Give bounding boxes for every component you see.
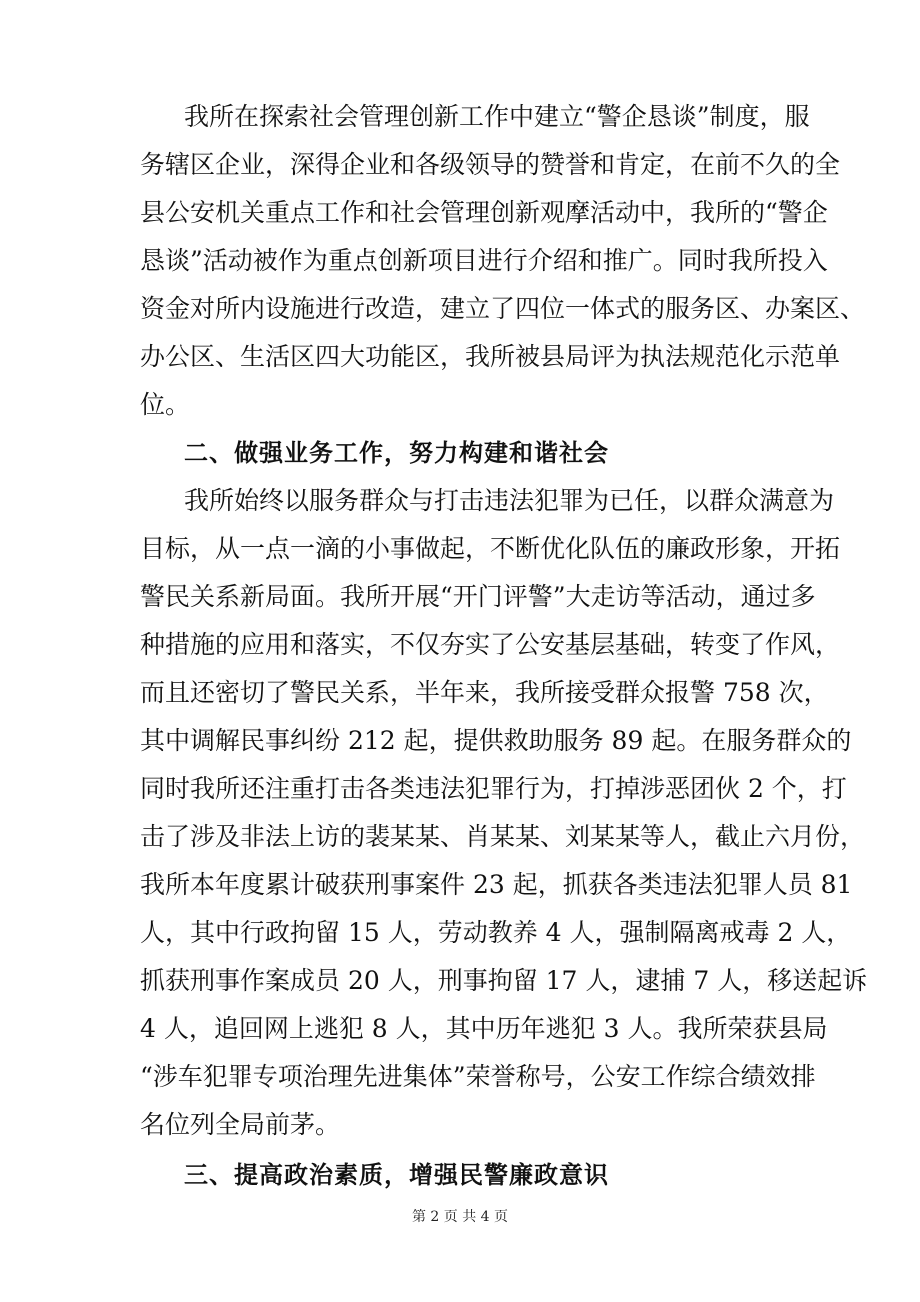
paragraph-line: 抓获刑事作案成员 20 人，刑事拘留 17 人，逮捕 7 人，移送起诉 [140,966,868,995]
paragraph-line: 种措施的应用和落实，不仅夯实了公安基层基础，转变了作风， [140,630,841,659]
paragraph-line: 位。 [140,390,191,419]
paragraph-line: 我所在探索社会管理创新工作中建立“警企恳谈”制度，服 [184,102,810,131]
paragraph-line: 目标，从一点一滴的小事做起，不断优化队伍的廉政形象，开拓 [140,534,841,563]
section-heading: 二、做强业务工作，努力构建和谐社会 [184,439,609,467]
paragraph-line: 而且还密切了警民关系，半年来，我所接受群众报警 758 次， [140,678,829,707]
paragraph-line: “涉车犯罪专项治理先进集体”荣誉称号，公安工作综合绩效排 [140,1062,816,1091]
section-heading: 三、提高政治素质，增强民警廉政意识 [184,1161,609,1189]
paragraph-line: 其中调解民事纠纷 212 起，提供救助服务 89 起。在服务群众的 [140,726,852,755]
page-number-footer: 第 2 页 共 4 页 [411,1209,509,1225]
paragraph-line: 名位列全局前茅。 [140,1110,341,1139]
paragraph-line: 务辖区企业，深得企业和各级领导的赞誉和肯定，在前不久的全 [140,150,841,179]
paragraph-line: 警民关系新局面。我所开展“开门评警”大走访等活动，通过多 [140,582,816,611]
paragraph-line: 击了涉及非法上访的裴某某、肖某某、刘某某等人，截止六月份， [140,822,866,851]
paragraph-line: 同时我所还注重打击各类违法犯罪行为，打掉涉恶团伙 2 个，打 [140,774,847,803]
paragraph-line: 我所始终以服务群众与打击违法犯罪为已任，以群众满意为 [184,486,835,515]
paragraph-line: 办公区、生活区四大功能区，我所被县局评为执法规范化示范单 [140,342,841,371]
paragraph-line: 我所本年度累计破获刑事案件 23 起，抓获各类违法犯罪人员 81 [140,870,853,899]
paragraph-line: 县公安机关重点工作和社会管理创新观摩活动中，我所的“警企 [140,198,828,227]
paragraph-line: 资金对所内设施进行改造，建立了四位一体式的服务区、办案区、 [140,294,866,323]
paragraph-line: 4 人，追回网上逃犯 8 人，其中历年逃犯 3 人。我所荣获县局 [140,1014,828,1043]
paragraph-line: 恳谈”活动被作为重点创新项目进行介绍和推广。同时我所投入 [140,246,828,275]
paragraph-line: 人，其中行政拘留 15 人，劳动教养 4 人，强制隔离戒毒 2 人， [140,918,852,947]
